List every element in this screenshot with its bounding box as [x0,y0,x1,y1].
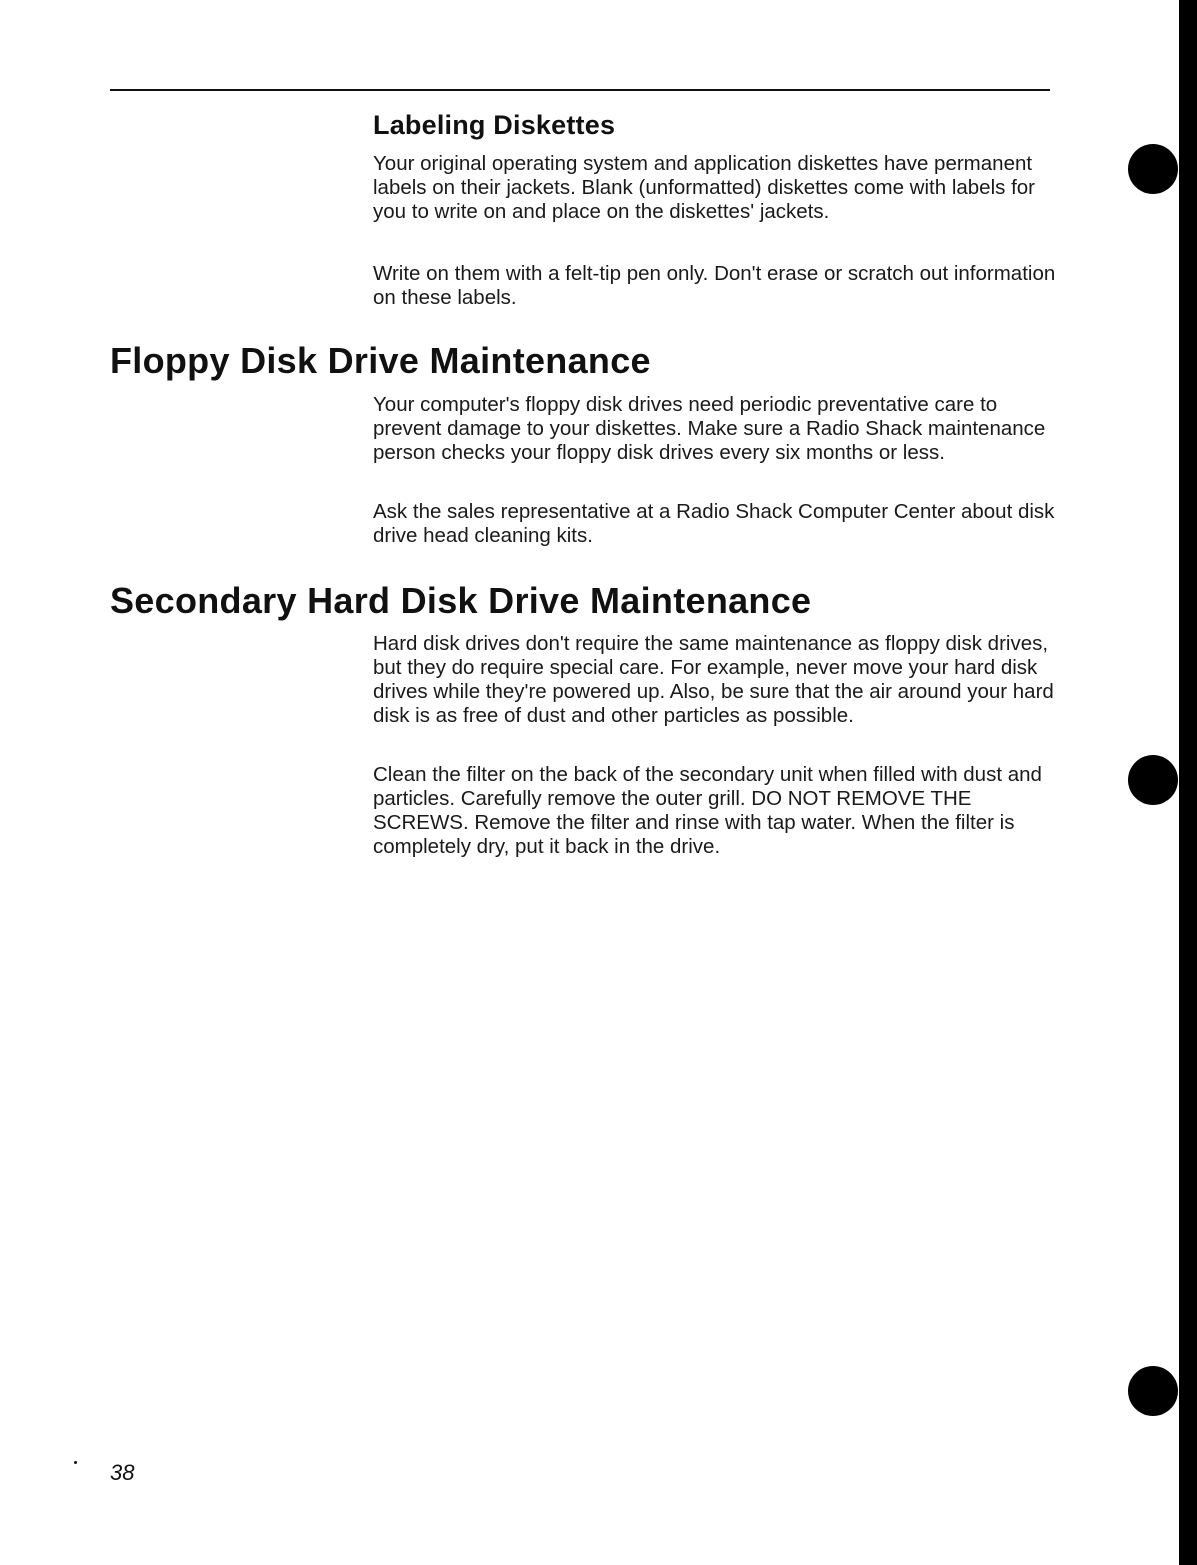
section-heading-hard-disk: Secondary Hard Disk Drive Maintenance [110,580,812,621]
hard-disk-paragraph: Clean the filter on the back of the secondary unit when filled with dust and particles. Carefully remove the outer grill. DO NOT REMOVE THE SCREWS. Remove the filter and rinse with tap water. When the filter is completely dry, put it back in the drive. [373,763,1042,858]
binder-hole [1128,1366,1178,1416]
labeling-paragraph: Write on them with a felt-tip pen only. Don't erase or scratch out information on these labels. [373,262,1056,309]
page-edge [1179,0,1197,1565]
floppy-paragraph: Your computer's floppy disk drives need periodic preventative care to prevent damage to your diskettes. Make sure a Radio Shack maintenance person checks your floppy disk drives every six months or less. [373,393,1046,464]
floppy-paragraph: Ask the sales representative at a Radio Shack Computer Center about disk drive head cleaning kits. [373,500,1055,547]
top-rule [110,89,1050,91]
section-subheading-labeling: Labeling Diskettes [373,110,616,140]
binder-hole [1128,144,1178,194]
labeling-paragraph: Your original operating system and application diskettes have permanent labels on their jackets. Blank (unformatted) diskettes come with labels for you to write on and place on the diskettes' jackets. [373,152,1035,223]
section-heading-floppy: Floppy Disk Drive Maintenance [110,340,651,381]
binder-hole [1128,755,1178,805]
hard-disk-paragraph: Hard disk drives don't require the same maintenance as floppy disk drives, but they do require special care. For example, never move your hard disk drives while they're powered up. Also, be sure that the air around your hard disk is as free of dust and other particles as possible. [373,632,1054,727]
stray-dot [74,1461,77,1464]
page-number: 38 [110,1460,135,1485]
